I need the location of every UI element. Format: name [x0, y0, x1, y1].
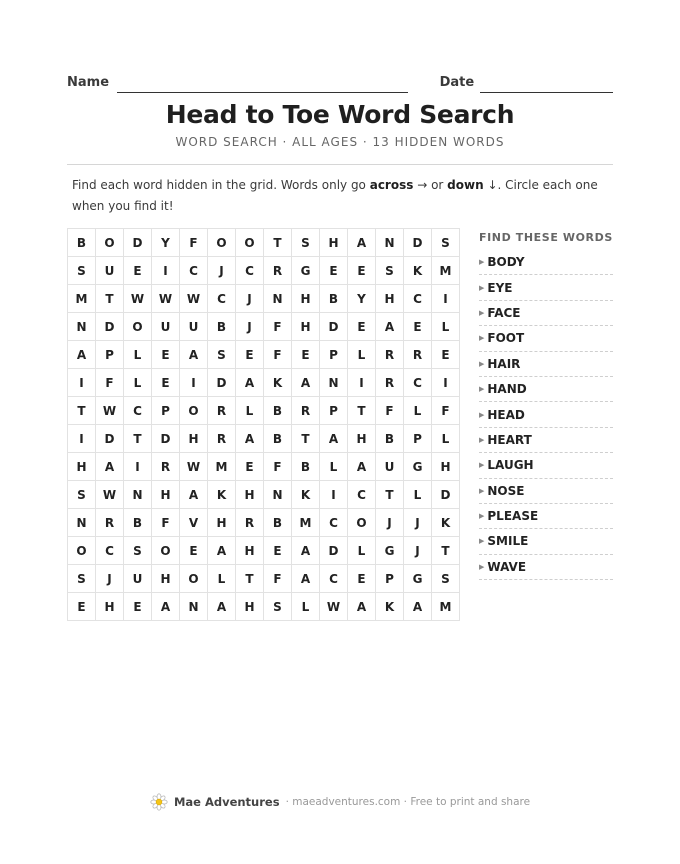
grid-cell[interactable]: I: [180, 369, 208, 397]
word-list-word: WAVE: [487, 559, 527, 574]
grid-cell[interactable]: J: [96, 565, 124, 593]
grid-cell[interactable]: T: [124, 425, 152, 453]
word-list-word: FOOT: [487, 331, 525, 346]
grid-cell[interactable]: H: [152, 481, 180, 509]
word-list-word: PLEASE: [487, 509, 539, 524]
grid-cell[interactable]: R: [208, 397, 236, 425]
grid-cell[interactable]: L: [292, 593, 320, 621]
word-search-grid: [67, 228, 460, 621]
grid-cell[interactable]: I: [124, 453, 152, 481]
grid-cell[interactable]: E: [236, 453, 264, 481]
grid-cell[interactable]: F: [152, 509, 180, 537]
grid-row: [68, 453, 460, 481]
grid-cell[interactable]: K: [208, 481, 236, 509]
triangle-bullet-icon: ▶: [479, 283, 485, 292]
grid-cell[interactable]: O: [68, 537, 96, 565]
word-list-title: FIND THESE WORDS: [479, 231, 613, 244]
grid-cell[interactable]: A: [292, 369, 320, 397]
word-list-item: [479, 352, 613, 377]
grid-cell[interactable]: H: [96, 593, 124, 621]
grid-cell[interactable]: A: [180, 481, 208, 509]
grid-cell[interactable]: U: [152, 313, 180, 341]
grid-row: [68, 537, 460, 565]
grid-row: [68, 509, 460, 537]
grid-cell[interactable]: C: [404, 285, 432, 313]
grid-cell[interactable]: R: [152, 453, 180, 481]
instructions-down: down: [447, 178, 484, 192]
instructions-across: across: [369, 178, 414, 192]
grid-row: [68, 257, 460, 285]
triangle-bullet-icon: ▶: [479, 435, 485, 444]
grid-cell[interactable]: N: [264, 481, 292, 509]
grid-row: [68, 229, 460, 257]
grid-cell[interactable]: J: [404, 537, 432, 565]
name-label: Name: [67, 75, 110, 90]
grid-cell[interactable]: R: [208, 425, 236, 453]
grid-cell[interactable]: A: [348, 229, 376, 257]
grid-row: [68, 285, 460, 313]
grid-cell[interactable]: E: [236, 341, 264, 369]
triangle-bullet-icon: ▶: [479, 359, 485, 368]
grid-cell[interactable]: C: [180, 257, 208, 285]
grid-row: [68, 313, 460, 341]
grid-cell[interactable]: U: [376, 453, 404, 481]
grid-cell[interactable]: F: [264, 565, 292, 593]
grid-cell[interactable]: T: [376, 481, 404, 509]
grid-cell[interactable]: G: [404, 565, 432, 593]
grid-cell[interactable]: P: [320, 397, 348, 425]
grid-cell[interactable]: L: [404, 397, 432, 425]
grid-cell[interactable]: C: [404, 369, 432, 397]
grid-cell[interactable]: F: [264, 453, 292, 481]
grid-cell[interactable]: P: [376, 565, 404, 593]
grid-cell[interactable]: I: [320, 481, 348, 509]
page-title: Head to Toe Word Search: [165, 100, 515, 129]
grid-cell[interactable]: H: [236, 481, 264, 509]
grid-cell[interactable]: Y: [348, 285, 376, 313]
grid-cell[interactable]: L: [432, 425, 460, 453]
grid-cell[interactable]: F: [264, 313, 292, 341]
grid-cell[interactable]: K: [264, 369, 292, 397]
grid-cell[interactable]: O: [152, 537, 180, 565]
word-list-item: [479, 326, 613, 351]
grid-cell[interactable]: D: [152, 425, 180, 453]
grid-cell[interactable]: A: [208, 593, 236, 621]
word-list-word: FACE: [487, 305, 521, 320]
word-list-item: [479, 479, 613, 504]
grid-cell[interactable]: M: [208, 453, 236, 481]
grid-cell[interactable]: J: [208, 257, 236, 285]
grid-cell[interactable]: F: [432, 397, 460, 425]
word-list-item: [479, 377, 613, 402]
grid-cell[interactable]: A: [404, 593, 432, 621]
grid-cell[interactable]: D: [96, 425, 124, 453]
grid-cell[interactable]: D: [404, 229, 432, 257]
grid-cell[interactable]: S: [68, 565, 96, 593]
triangle-bullet-icon: ▶: [479, 308, 485, 317]
grid-row: [68, 397, 460, 425]
grid-cell[interactable]: E: [348, 565, 376, 593]
grid-cell[interactable]: A: [292, 565, 320, 593]
grid-cell[interactable]: C: [348, 481, 376, 509]
grid-cell[interactable]: I: [432, 369, 460, 397]
grid-cell[interactable]: L: [208, 565, 236, 593]
grid-cell[interactable]: J: [236, 285, 264, 313]
grid-cell[interactable]: G: [376, 537, 404, 565]
grid-cell[interactable]: E: [348, 257, 376, 285]
grid-cell[interactable]: O: [124, 313, 152, 341]
grid-cell[interactable]: B: [68, 229, 96, 257]
word-list-item: [479, 301, 613, 326]
grid-cell[interactable]: V: [180, 509, 208, 537]
grid-cell[interactable]: G: [292, 257, 320, 285]
grid-row: [68, 593, 460, 621]
word-list-item: [479, 529, 613, 554]
grid-cell[interactable]: S: [264, 593, 292, 621]
grid-cell[interactable]: U: [124, 565, 152, 593]
word-list-word: HAND: [487, 382, 527, 397]
word-list-word: HAIR: [487, 356, 521, 371]
grid-cell[interactable]: W: [320, 593, 348, 621]
grid-cell[interactable]: H: [348, 425, 376, 453]
grid-cell[interactable]: H: [236, 537, 264, 565]
grid-cell[interactable]: R: [404, 341, 432, 369]
grid-cell[interactable]: T: [432, 537, 460, 565]
grid-cell[interactable]: E: [320, 257, 348, 285]
grid-cell[interactable]: W: [180, 285, 208, 313]
grid-cell[interactable]: E: [292, 341, 320, 369]
grid-cell[interactable]: A: [236, 369, 264, 397]
word-list: [479, 230, 613, 580]
triangle-bullet-icon: ▶: [479, 385, 485, 394]
triangle-bullet-icon: ▶: [479, 512, 485, 521]
grid-cell[interactable]: B: [264, 425, 292, 453]
grid-cell[interactable]: P: [404, 425, 432, 453]
grid-cell[interactable]: H: [292, 285, 320, 313]
triangle-bullet-icon: ▶: [479, 562, 485, 571]
word-list-items: [479, 250, 613, 580]
grid-cell[interactable]: R: [96, 509, 124, 537]
grid-cell[interactable]: B: [208, 313, 236, 341]
grid-row: [68, 481, 460, 509]
word-list-item: [479, 250, 613, 275]
grid-cell[interactable]: D: [432, 481, 460, 509]
grid-cell[interactable]: E: [68, 593, 96, 621]
triangle-bullet-icon: ▶: [479, 334, 485, 343]
grid-cell[interactable]: B: [292, 453, 320, 481]
grid-cell[interactable]: E: [152, 341, 180, 369]
grid-cell[interactable]: A: [68, 341, 96, 369]
word-list-item: [479, 428, 613, 453]
grid-cell[interactable]: I: [152, 257, 180, 285]
grid-cell[interactable]: D: [320, 313, 348, 341]
grid-cell[interactable]: S: [376, 257, 404, 285]
word-list-word: BODY: [487, 255, 525, 270]
grid-row: [68, 369, 460, 397]
word-list-item: [479, 504, 613, 529]
instructions-text-1: Find each word hidden in the grid. Words only go: [72, 178, 370, 192]
grid-cell[interactable]: B: [264, 397, 292, 425]
grid-cell[interactable]: S: [68, 481, 96, 509]
grid-cell[interactable]: A: [152, 593, 180, 621]
word-list-word: NOSE: [487, 483, 525, 498]
triangle-bullet-icon: ▶: [479, 461, 485, 470]
grid-cell[interactable]: P: [320, 341, 348, 369]
divider: [67, 164, 613, 165]
grid-cell[interactable]: M: [432, 593, 460, 621]
word-list-item: [479, 402, 613, 427]
grid-cell[interactable]: I: [348, 369, 376, 397]
grid-cell[interactable]: R: [264, 257, 292, 285]
grid-cell[interactable]: I: [68, 369, 96, 397]
grid-cell[interactable]: D: [208, 369, 236, 397]
grid-cell[interactable]: B: [320, 285, 348, 313]
grid-cell[interactable]: Y: [152, 229, 180, 257]
grid-cell[interactable]: J: [376, 509, 404, 537]
grid-cell[interactable]: E: [348, 313, 376, 341]
grid-cell[interactable]: E: [432, 341, 460, 369]
triangle-bullet-icon: ▶: [479, 486, 485, 495]
instructions: [72, 175, 612, 217]
instructions-text-2: → or: [413, 178, 448, 192]
grid-cell[interactable]: L: [432, 313, 460, 341]
grid-cell[interactable]: E: [124, 257, 152, 285]
grid-cell[interactable]: O: [208, 229, 236, 257]
grid-cell[interactable]: T: [236, 565, 264, 593]
grid-cell[interactable]: A: [348, 453, 376, 481]
grid-cell[interactable]: I: [68, 425, 96, 453]
grid-cell[interactable]: O: [180, 397, 208, 425]
grid-cell[interactable]: H: [292, 313, 320, 341]
grid-cell[interactable]: S: [68, 257, 96, 285]
grid-cell[interactable]: L: [124, 341, 152, 369]
grid-cell[interactable]: K: [376, 593, 404, 621]
grid-cell[interactable]: F: [264, 341, 292, 369]
grid-cell[interactable]: C: [96, 537, 124, 565]
grid-row: [68, 565, 460, 593]
grid-cell[interactable]: A: [208, 537, 236, 565]
grid-cell[interactable]: W: [180, 453, 208, 481]
grid-cell[interactable]: A: [236, 425, 264, 453]
grid-cell[interactable]: O: [180, 565, 208, 593]
grid-cell[interactable]: G: [404, 453, 432, 481]
grid-cell[interactable]: A: [348, 593, 376, 621]
grid-cell[interactable]: D: [96, 313, 124, 341]
grid-cell[interactable]: N: [264, 285, 292, 313]
grid-cell[interactable]: T: [264, 229, 292, 257]
triangle-bullet-icon: ▶: [479, 258, 485, 267]
grid-cell[interactable]: C: [208, 285, 236, 313]
grid-cell[interactable]: N: [68, 313, 96, 341]
grid-cell[interactable]: S: [432, 229, 460, 257]
grid-cell[interactable]: R: [292, 397, 320, 425]
grid-cell[interactable]: C: [320, 565, 348, 593]
grid-cell[interactable]: O: [236, 229, 264, 257]
grid-cell[interactable]: F: [180, 229, 208, 257]
grid-cell[interactable]: L: [124, 369, 152, 397]
daisy-icon: [150, 793, 168, 811]
grid-cell[interactable]: N: [124, 481, 152, 509]
name-field[interactable]: [117, 75, 408, 93]
grid-cell[interactable]: W: [96, 481, 124, 509]
name-date-row: [67, 73, 613, 93]
footer: [0, 793, 680, 811]
grid-cell[interactable]: R: [376, 369, 404, 397]
grid-cell[interactable]: C: [236, 257, 264, 285]
grid-cell[interactable]: L: [348, 537, 376, 565]
grid-cell[interactable]: B: [124, 509, 152, 537]
grid-cell[interactable]: W: [152, 285, 180, 313]
triangle-bullet-icon: ▶: [479, 537, 485, 546]
grid-cell[interactable]: M: [68, 285, 96, 313]
grid-cell[interactable]: H: [432, 453, 460, 481]
grid-cell[interactable]: O: [96, 229, 124, 257]
word-list-word: HEART: [487, 432, 532, 447]
word-list-word: LAUGH: [487, 458, 534, 473]
grid-cell[interactable]: L: [320, 453, 348, 481]
grid-cell[interactable]: A: [292, 537, 320, 565]
grid-cell[interactable]: H: [68, 453, 96, 481]
grid-cell[interactable]: M: [292, 509, 320, 537]
page-subtitle: WORD SEARCH · ALL AGES · 13 HIDDEN WORDS: [175, 135, 505, 149]
word-list-item: [479, 453, 613, 478]
grid-cell[interactable]: L: [236, 397, 264, 425]
grid-cell[interactable]: S: [292, 229, 320, 257]
grid-cell[interactable]: I: [432, 285, 460, 313]
grid-cell[interactable]: B: [264, 509, 292, 537]
grid-cell[interactable]: E: [124, 593, 152, 621]
grid-cell[interactable]: D: [124, 229, 152, 257]
grid-cell[interactable]: H: [376, 285, 404, 313]
grid-cell[interactable]: H: [320, 229, 348, 257]
grid-cell[interactable]: S: [124, 537, 152, 565]
word-list-word: SMILE: [487, 534, 529, 549]
grid-cell[interactable]: A: [376, 313, 404, 341]
word-list-item: [479, 555, 613, 580]
grid-cell[interactable]: H: [152, 565, 180, 593]
grid-cell[interactable]: R: [376, 341, 404, 369]
grid-cell[interactable]: N: [320, 369, 348, 397]
word-list-word: EYE: [487, 280, 513, 295]
grid-cell[interactable]: F: [376, 397, 404, 425]
grid-cell[interactable]: S: [208, 341, 236, 369]
grid-cell[interactable]: P: [152, 397, 180, 425]
grid-row: [68, 341, 460, 369]
grid-cell[interactable]: H: [236, 593, 264, 621]
grid-cell[interactable]: N: [180, 593, 208, 621]
grid-cell[interactable]: T: [96, 285, 124, 313]
grid-cell[interactable]: H: [180, 425, 208, 453]
grid-cell[interactable]: E: [264, 537, 292, 565]
grid-cell[interactable]: N: [376, 229, 404, 257]
grid-cell[interactable]: J: [404, 509, 432, 537]
grid-cell[interactable]: B: [376, 425, 404, 453]
grid-cell[interactable]: L: [404, 481, 432, 509]
grid-cell[interactable]: A: [320, 425, 348, 453]
grid-cell[interactable]: D: [320, 537, 348, 565]
grid-row: [68, 425, 460, 453]
grid-cell[interactable]: E: [180, 537, 208, 565]
grid-cell[interactable]: K: [432, 509, 460, 537]
footer-text: · maeadventures.com · Free to print and share: [285, 796, 531, 808]
grid-cell[interactable]: P: [96, 341, 124, 369]
grid-cell[interactable]: O: [348, 509, 376, 537]
grid-cell[interactable]: K: [292, 481, 320, 509]
grid-cell[interactable]: L: [348, 341, 376, 369]
grid-cell[interactable]: E: [152, 369, 180, 397]
grid-cell[interactable]: E: [404, 313, 432, 341]
grid-cell[interactable]: F: [96, 369, 124, 397]
grid-cell[interactable]: A: [180, 341, 208, 369]
grid-cell[interactable]: U: [96, 257, 124, 285]
grid-cell[interactable]: S: [432, 565, 460, 593]
grid-cell[interactable]: C: [124, 397, 152, 425]
grid-cell[interactable]: T: [292, 425, 320, 453]
date-label: Date: [439, 75, 475, 90]
grid-cell[interactable]: U: [180, 313, 208, 341]
grid-cell[interactable]: J: [236, 313, 264, 341]
grid-cell[interactable]: K: [404, 257, 432, 285]
grid-cell[interactable]: W: [124, 285, 152, 313]
instructions-text-3: ↓. Circle each one when you find it!: [72, 178, 598, 213]
word-list-word: HEAD: [487, 407, 525, 422]
grid-cell[interactable]: A: [96, 453, 124, 481]
date-field[interactable]: [480, 75, 613, 93]
word-list-item: [479, 275, 613, 300]
grid-cell[interactable]: R: [236, 509, 264, 537]
grid-cell[interactable]: N: [68, 509, 96, 537]
grid-cell[interactable]: M: [432, 257, 460, 285]
grid-cell[interactable]: T: [348, 397, 376, 425]
grid-cell[interactable]: W: [96, 397, 124, 425]
grid-cell[interactable]: H: [208, 509, 236, 537]
footer-brand: Mae Adventures: [173, 795, 280, 809]
grid-cell[interactable]: C: [320, 509, 348, 537]
triangle-bullet-icon: ▶: [479, 410, 485, 419]
grid-cell[interactable]: T: [68, 397, 96, 425]
